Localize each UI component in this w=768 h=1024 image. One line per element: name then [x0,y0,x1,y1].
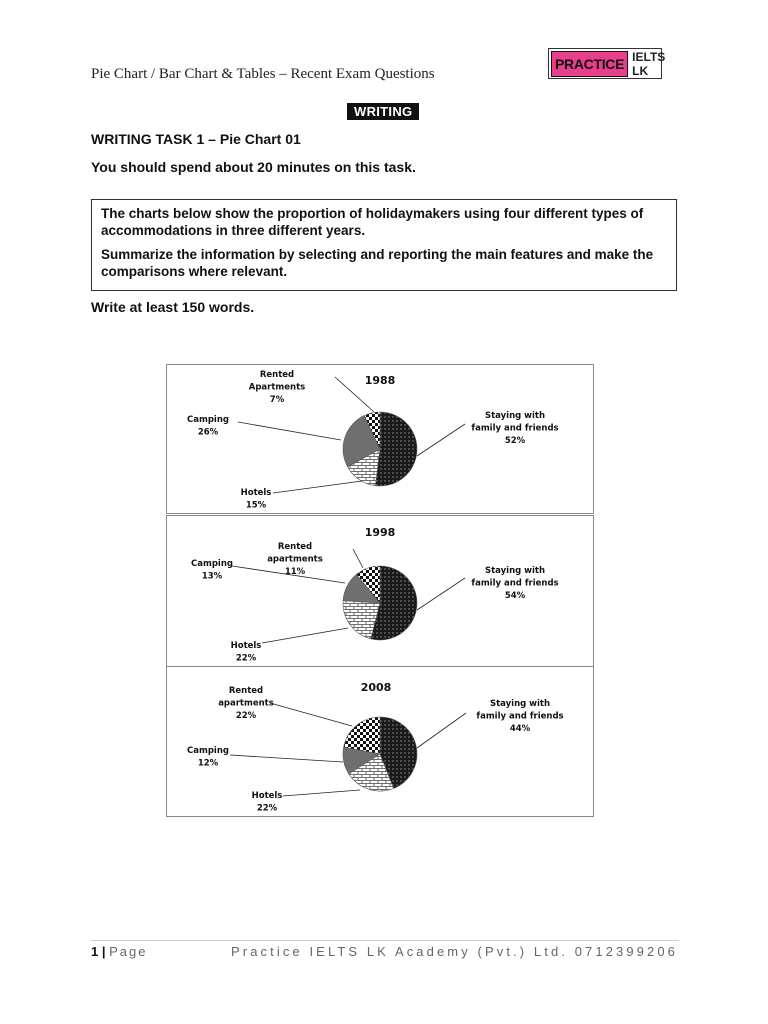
pie-title-1998: 1998 [364,526,396,539]
footer-divider [91,940,679,941]
slice-label-2008-hotels: Hotels 22% [251,791,283,814]
leader-line-2008-staying-with-family-and-friends [417,713,466,748]
footer-company: Practice IELTS LK Academy (Pvt.) Ltd. 0712399206 [231,944,678,959]
logo-ielts-text: IELTS LK [632,49,666,78]
task-title: WRITING TASK 1 – Pie Chart 01 [91,131,301,147]
pie-title-1988: 1988 [364,374,396,387]
slice-label-1988-hotels: Hotels 15% [240,488,272,511]
footer-separator: | [101,944,106,959]
word-count-instruction: Write at least 150 words. [91,299,255,315]
page-label: Page [109,944,148,959]
section-badge: WRITING [347,103,419,120]
slice-label-1998-rented-apartments: Rented apartments 11% [267,542,323,577]
slice-label-1988-rented-apartments: Rented Apartments 7% [248,370,306,405]
slice-label-1998-staying-with-family-and-friends: Staying with family and friends 54% [471,566,559,601]
leader-line-2008-camping [230,755,343,762]
slice-label-2008-rented-apartments: Rented apartments 22% [218,686,274,721]
pie-title-2008: 2008 [360,681,392,694]
slice-label-2008-camping: Camping 12% [187,746,229,769]
leader-line-2008-rented-apartments [270,703,352,726]
slice-label-1998-camping: Camping 13% [191,559,233,582]
footer-page-info [91,944,148,959]
time-instruction: You should spend about 20 minutes on this task. [91,159,416,175]
leader-line-1998-rented-apartments [353,549,363,568]
slice-label-2008-staying-with-family-and-friends: Staying with family and friends 44% [476,699,564,734]
slice-label-1998-hotels: Hotels 22% [230,641,262,664]
document-header-title: Pie Chart / Bar Chart & Tables – Recent Exam Questions [91,66,435,82]
leader-line-1988-camping [238,422,341,440]
logo-practice-text: PRACTICE [551,51,628,77]
pie-slice-1988-staying-with-family-and-friends [375,412,417,486]
prompt-paragraph-1: The charts below show the proportion of holidaymakers using four different types of accommodations in three different years. [101,206,644,238]
leader-line-1988-hotels [273,481,362,493]
leader-line-1998-hotels [262,628,348,643]
leader-line-1988-staying-with-family-and-friends [417,424,465,456]
prompt-paragraph-2: Summarize the information by selecting and reporting the main features and make the comparisons where relevant. [101,247,654,279]
slice-label-1988-camping: Camping 26% [187,415,229,438]
slice-label-1988-staying-with-family-and-friends: Staying with family and friends 52% [471,411,559,446]
page-number: 1 [91,944,99,959]
leader-line-2008-hotels [283,790,360,796]
leader-line-1998-staying-with-family-and-friends [417,578,465,610]
